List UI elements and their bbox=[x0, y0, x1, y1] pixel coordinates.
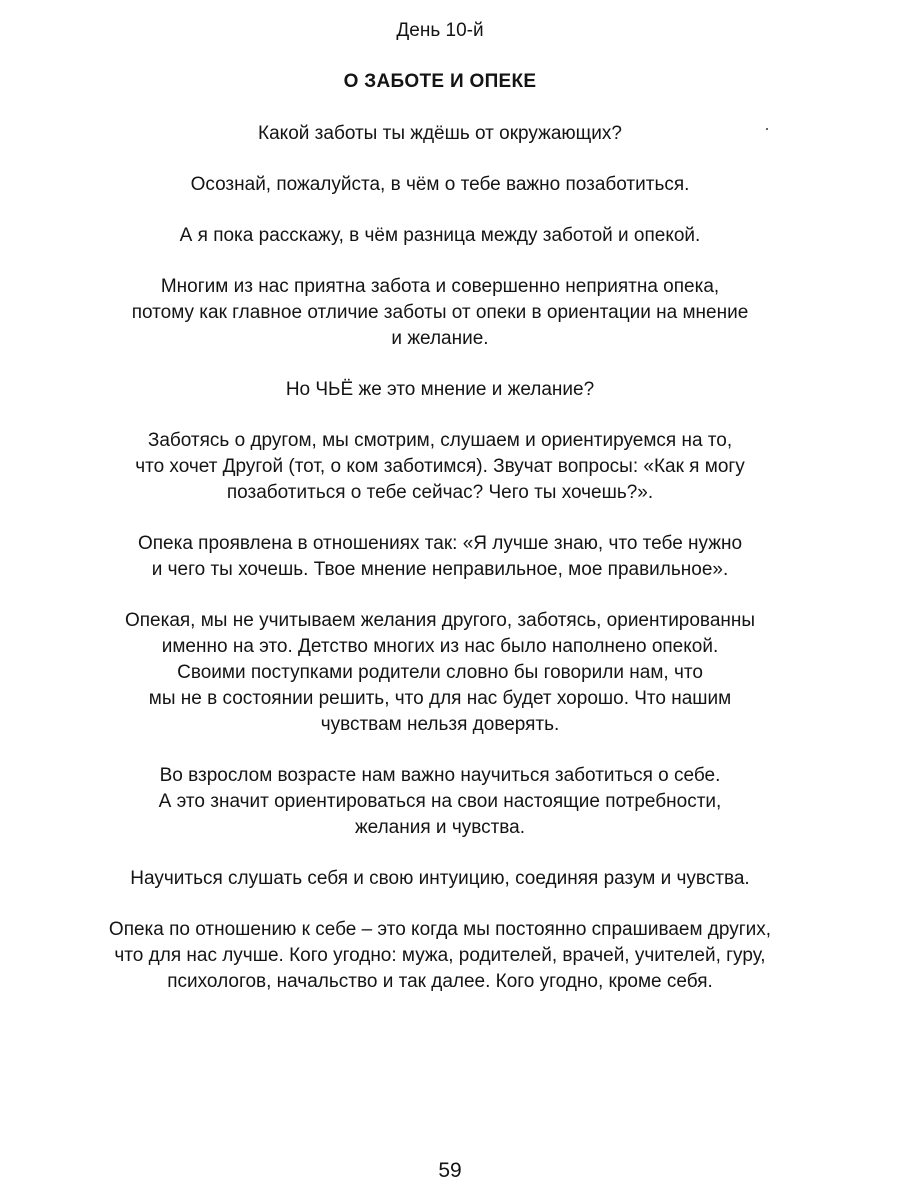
chapter-title: О ЗАБОТЕ И ОПЕКЕ bbox=[343, 71, 537, 92]
paragraph bbox=[40, 428, 840, 506]
text-line: А я пока расскажу, в чём разница между заботой и опекой. bbox=[179, 225, 701, 246]
paragraph bbox=[40, 223, 840, 249]
body-text bbox=[40, 121, 840, 1020]
paragraph bbox=[40, 531, 840, 583]
text-line: Опека по отношению к себе – это когда мы постоянно спрашиваем других, bbox=[108, 919, 772, 940]
text-line: А это значит ориентироваться на свои настоящие потребности, bbox=[158, 791, 722, 812]
text-line: Осознай, пожалуйста, в чём о тебе важно позаботиться. bbox=[190, 174, 690, 195]
text-line: Своими поступками родители словно бы говорили нам, что bbox=[177, 662, 703, 683]
paragraph bbox=[40, 121, 840, 147]
text-line: что хочет Другой (тот, о ком заботимся). Звучат вопросы: «Как я могу bbox=[135, 456, 745, 477]
text-line: Опека проявлена в отношениях так: «Я лучше знаю, что тебе нужно bbox=[137, 533, 743, 554]
paragraph bbox=[40, 274, 840, 352]
text-line: Заботясь о другом, мы смотрим, слушаем и ориентируемся на то, bbox=[147, 430, 733, 451]
paragraph bbox=[40, 377, 840, 403]
text-line: и чего ты хочешь. Твое мнение неправильное, мое правильное». bbox=[151, 559, 729, 580]
text-line: желания и чувства. bbox=[354, 817, 526, 838]
text-line: Какой заботы ты ждёшь от окружающих? bbox=[258, 123, 622, 144]
paragraph bbox=[40, 917, 840, 995]
text-line: потому как главное отличие заботы от опеки в ориентации на мнение bbox=[131, 302, 749, 323]
paragraph bbox=[40, 608, 840, 738]
page-number: 59 bbox=[438, 1159, 462, 1182]
text-line: Но ЧЬЁ же это мнение и желание? bbox=[285, 379, 595, 400]
paragraph bbox=[40, 866, 840, 892]
text-line: Многим из нас приятна забота и совершенно неприятна опека, bbox=[160, 276, 720, 297]
text-line: именно на это. Детство многих из нас было наполнено опекой. bbox=[161, 636, 719, 657]
text-line: чувствам нельзя доверять. bbox=[320, 714, 560, 735]
paragraph bbox=[40, 763, 840, 841]
text-line: позаботиться о тебе сейчас? Чего ты хочешь?». bbox=[226, 482, 654, 503]
text-line: что для нас лучше. Кого угодно: мужа, родителей, врачей, учителей, гуру, bbox=[114, 945, 766, 966]
text-line: Во взрослом возрасте нам важно научиться заботиться о себе. bbox=[159, 765, 721, 786]
day-label: День 10-й bbox=[396, 20, 484, 41]
text-line: Научиться слушать себя и свою интуицию, соединяя разум и чувства. bbox=[130, 868, 750, 889]
text-line: Опекая, мы не учитываем желания другого, заботясь, ориентированны bbox=[124, 610, 756, 631]
text-line: психологов, начальство и так далее. Кого угодно, кроме себя. bbox=[167, 971, 713, 992]
text-line: мы не в состоянии решить, что для нас будет хорошо. Что нашим bbox=[148, 688, 732, 709]
text-line: и желание. bbox=[391, 328, 489, 349]
paragraph bbox=[40, 172, 840, 198]
